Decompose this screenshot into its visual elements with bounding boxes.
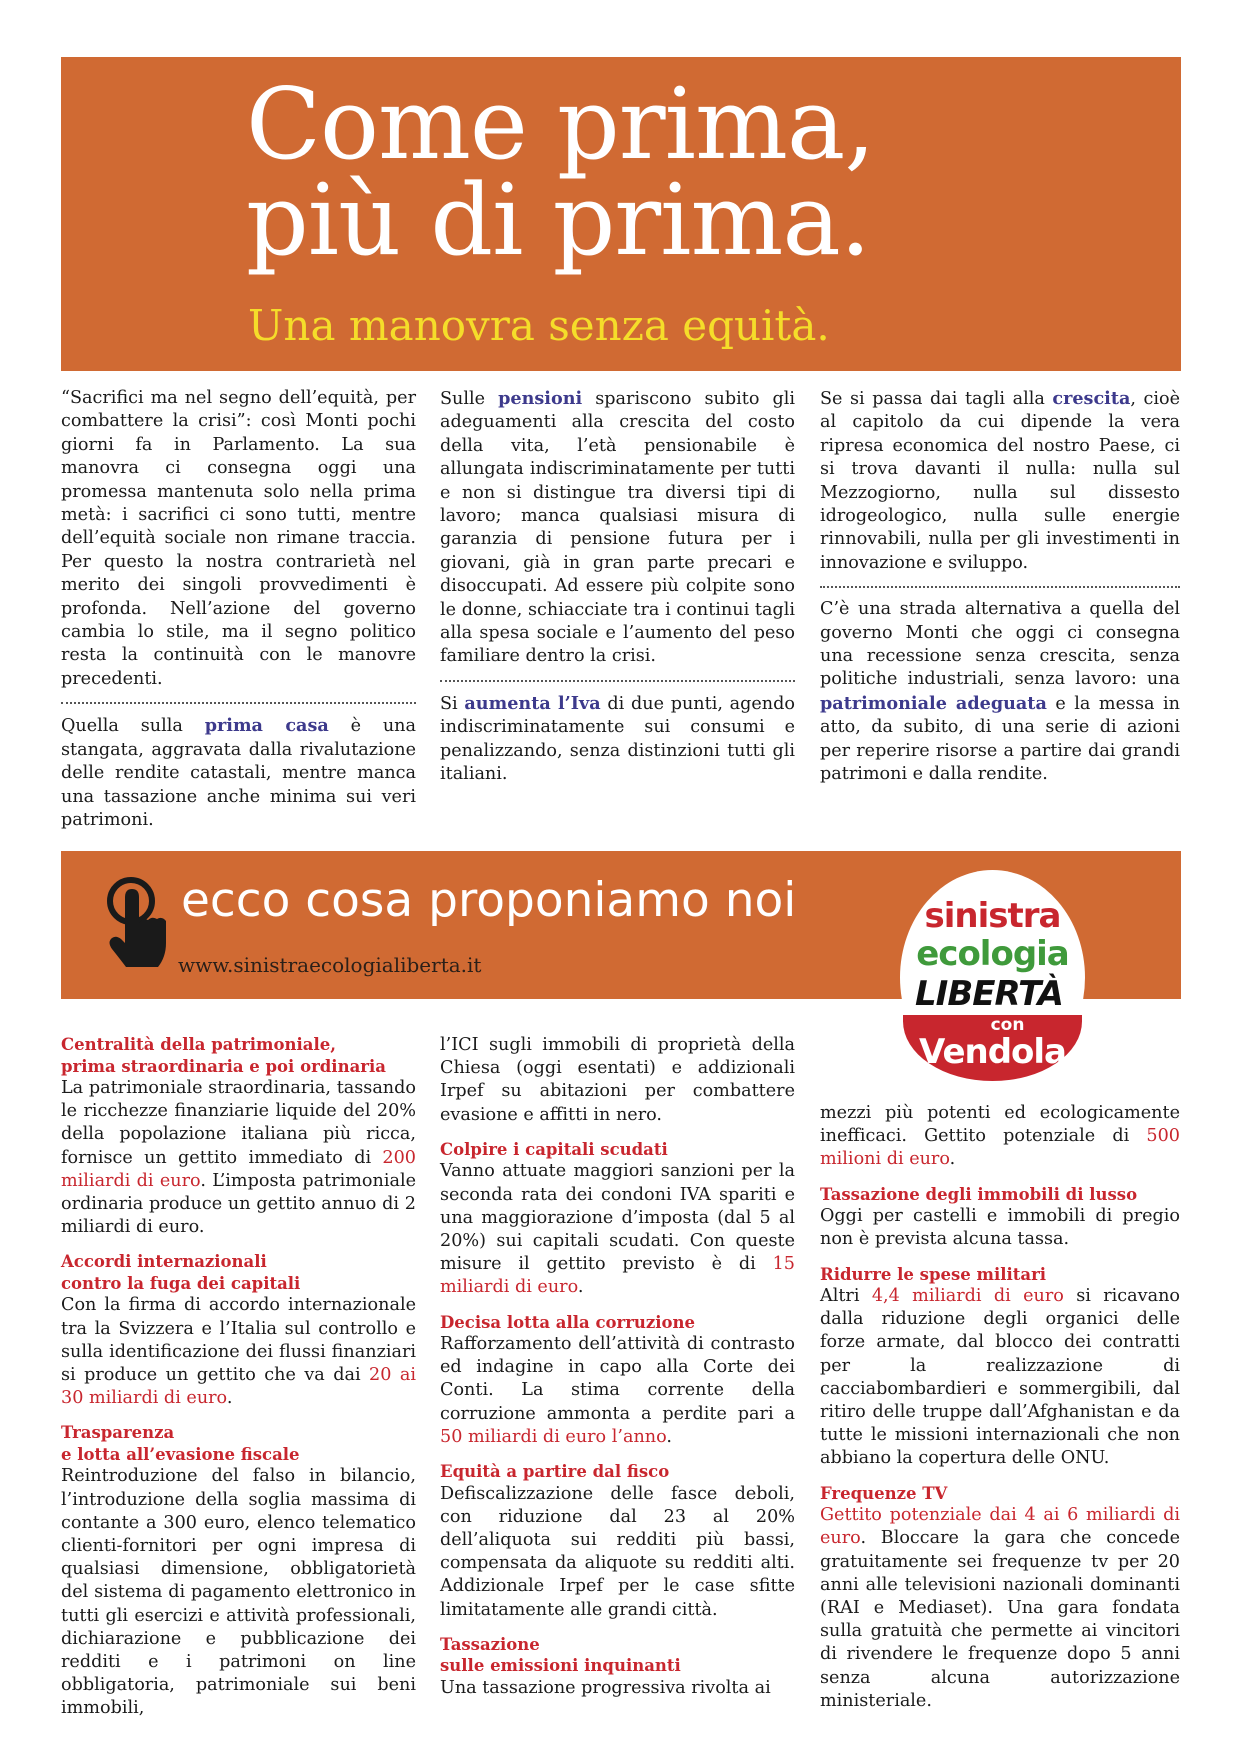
intro-column-3 [820,387,1180,787]
proposal-heading: Trasparenza e lotta all’evasione fiscale [61,1423,300,1464]
hand-pointer-icon [97,875,173,975]
proposals-column-2 [440,1034,795,1712]
title-line-1: Come prima, [246,68,875,182]
proposal-heading: Accordi internazionali contro la fuga dei capitali [61,1252,301,1293]
party-logo [900,870,1085,1085]
proposals-column-3 [820,1102,1180,1725]
dotted-divider [820,586,1180,588]
intro-paragraph: Quella sulla prima casa è una stangata, aggravata dalla rivalutazione delle rendite catastali, mentre manca una tassazione anche minima sui veri patrimoni. [61,715,416,830]
proposal-heading: Ridurre le spese militari [820,1264,1047,1284]
header-banner [61,57,1181,371]
intro-column-1 [61,387,416,832]
proposal-body: Defiscalizzazione delle fasce deboli, con riduzione dal 23 al 20% dell’aliquota sui redditi più bassi, compensata da aliquote su redditi alti. Addizionale Irpef per le case sfitte limitatamente alle grandi città. [440,1483,795,1620]
intro-paragraph: Sulle pensioni spariscono subito gli adeguamenti alla crescita del costo della vita, l’età pensionabile è allungata indiscriminatamente per tutti e non si distingue tra diversi tipi di lavoro; manca qualsiasi misura di garanzia di pensione futura per i giovani, già in gran parte precari e disoccupati. Ad essere più colpite sono le donne, schiacciate tra i continui tagli alla spesa sociale e l’aumento del peso familiare dentro la crisi. [440,388,795,667]
page-title [246,68,875,278]
proposal-body: Con la firma di accordo internazionale tra la Svizzera e l’Italia sul controllo e sulla identificazione dei flussi finanziari si produce un gettito che va dai 20 ai 30 miliardi di euro. [61,1295,416,1409]
proposal-heading: Decisa lotta alla corruzione [440,1312,696,1332]
proposal-body: Oggi per castelli e immobili di pregio non è prevista alcuna tassa. [820,1206,1180,1250]
logo-text-liberta: LIBERTÀ [915,974,1063,1014]
keyword-pensioni: pensioni [498,388,583,409]
page-subtitle: Una manovra senza equità. [248,301,830,350]
logo-text-sinistra: sinistra [924,896,1061,936]
proposals-title: ecco cosa proponiamo noi [181,873,797,928]
proposal-heading: Equità a partire dal fisco [440,1462,670,1482]
intro-column-2 [440,387,795,787]
intro-paragraph: Si aumenta l’Iva di due punti, agendo indiscriminatamente sui consumi e penalizzando, senza distinzioni tutti gli italiani. [440,692,795,785]
logo-text-vendola: Vendola [918,1032,1066,1072]
proposal-body: Reintroduzione del falso in bilancio, l’introduzione della soglia massima di contante a 300 euro, elenco telematico clienti-fornitori per ogni impresa di qualsiasi dimensione, obbligatorietà del sistema di pagamento elettronico in tutti gli esercizi e attività professionali, dichiarazione e pubblicazione dei redditi e i patrimoni on line obbligatoria, patrimoniale sui beni immobili, [61,1466,416,1719]
keyword-prima-casa: prima casa [204,715,329,737]
logo-text-con: con [990,1015,1025,1035]
dotted-divider [440,680,795,682]
keyword-crescita: crescita [1052,388,1131,409]
proposal-heading: Colpire i capitali scudati [440,1139,668,1159]
intro-paragraph: C’è una strada alternativa a quella del governo Monti che oggi ci consegna una recessione senza crescita, senza politiche industriali, senza lavoro: una patrimoniale adeguata e la messa in atto, da subito, di una serie di azioni per reperire risorse a partire dai grandi patrimoni e dalla rendite. [820,599,1180,785]
proposal-body: La patrimoniale straordinaria, tassando le ricchezze finanziarie liquide del 20% della popolazione italiana più ricca, fornisce un gettito immediato di 200 miliardi di euro. L’imposta patrimoniale ordinaria produce un gettito annuo di 2 miliardi di euro. [61,1078,416,1238]
proposal-body: l’ICI sugli immobili di proprietà della Chiesa (oggi esentati) e addizionali Irpef su abitazioni per combattere evasione e affitti in nero. [440,1035,795,1125]
proposal-heading: Tassazione degli immobili di lusso [820,1184,1138,1204]
proposal-body: Gettito potenziale dai 4 ai 6 miliardi di euro. Bloccare la gara che concede gratuitamente sei frequenze tv per 20 anni alle televisioni nazionali dominanti (RAI e Mediaset). Una gara fondata sulla gratuità che permette ai vincitori di rivendere le frequenze dopo 5 anni senza alcuna autorizzazione ministeriale. [820,1505,1180,1711]
logo-text-ecologia: ecologia [916,934,1069,974]
keyword-patrimoniale: patrimoniale adeguata [820,692,1047,714]
keyword-iva: aumenta l’Iva [464,692,601,714]
proposal-body: Una tassazione progressiva rivolta ai [440,1677,771,1698]
proposal-heading: Centralità della patrimoniale, prima straordinaria e poi ordinaria [61,1035,386,1076]
proposal-body: mezzi più potenti ed ecologicamente inefficaci. Gettito potenziale di 500 milioni di euro. [820,1103,1180,1170]
website-link[interactable]: www.sinistraecologialiberta.it [178,953,482,977]
intro-paragraph: Se si passa dai tagli alla crescita, cioè al capitolo da cui dipende la vera ripresa economica del nostro Paese, ci si trova davanti il nulla: nulla sul Mezzogiorno, nulla sul dissesto idrogeologico, nulla sulle energie rinnovabili, nulla per gli investimenti in innovazione e sviluppo. [820,388,1180,573]
proposal-body: Rafforzamento dell’attività di contrasto ed indagine in capo alla Corte dei Conti. La stima corrente della corruzione ammonta a perdite pari a 50 miliardi di euro l’anno. [440,1334,795,1447]
proposal-body: Vanno attuate maggiori sanzioni per la seconda rata dei condoni IVA spariti e una maggiorazione d’imposta (dal 5 al 20%) sui capitali scudati. Con queste misure il gettito previsto è di 15 miliardi di euro. [440,1161,795,1298]
intro-paragraph: “Sacrifici ma nel segno dell’equità, per combattere la crisi”: così Monti pochi giorni fa in Parlamento. La sua manovra ci consegna oggi una promessa mantenuta solo nella prima metà: i sacrifici ci sono tutti, mentre dell’equità sociale non rimane traccia. Per questo la nostra contrarietà nel merito dei singoli provvedimenti è profonda. Nell’azione del governo cambia lo stile, ma il segno politico resta la continuità con le manovre precedenti. [61,388,416,689]
title-line-2: più di prima. [246,164,870,278]
proposal-heading: Tassazione sulle emissioni inquinanti [440,1634,681,1676]
proposal-heading: Frequenze TV [820,1483,948,1503]
dotted-divider [61,702,416,704]
proposal-body: Altri 4,4 miliardi di euro si ricavano dalla riduzione degli organici delle forze armate, dal blocco dei contratti per la realizzazione di cacciabombardieri e sommergibili, dal ritiro delle truppe dall’Afghanistan e da tutte le missioni internazionali che non abbiano la copertura delle ONU. [820,1286,1180,1469]
proposals-column-1 [61,1034,416,1733]
